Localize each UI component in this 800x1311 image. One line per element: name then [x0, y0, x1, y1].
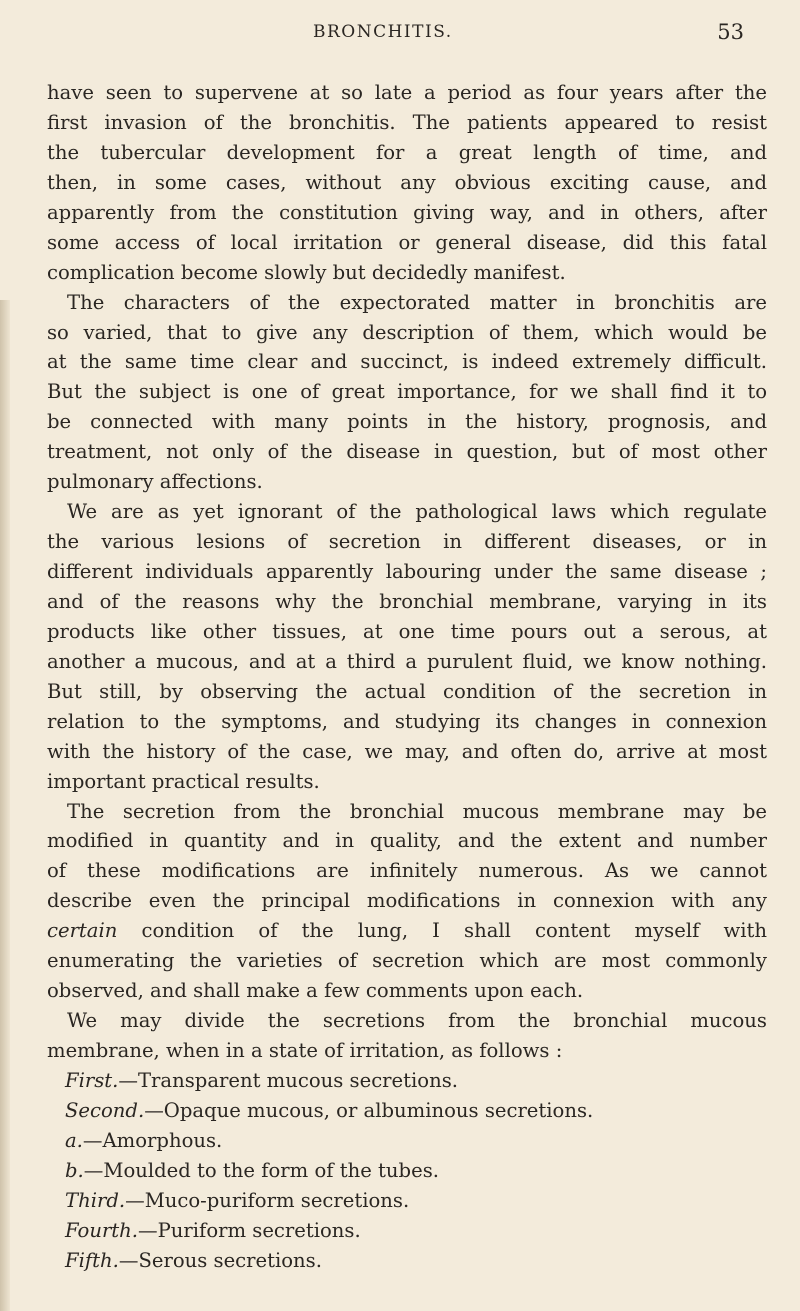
text-line: relation to the symptoms, and studying its changes in connexion [47, 709, 767, 733]
text-line: complication become slowly but decidedly manifest. [47, 260, 566, 284]
list-label: Fourth. [65, 1218, 139, 1242]
page-header [0, 0, 800, 70]
text-line: We are as yet ignorant of the pathological laws which regulate [67, 500, 767, 524]
text-line: different individuals apparently labouring under the same disease ; [47, 560, 767, 583]
text-line: enumerating the varieties of secretion which are most commonly [47, 949, 767, 973]
text-line: first invasion of the bronchitis. The patients appeared to resist [47, 110, 767, 134]
text-line: apparently from the constitution giving way, and in others, after [47, 200, 767, 224]
list-item [47, 1096, 767, 1126]
text-line: observed, and shall make a few comments upon each. [47, 979, 584, 1003]
list-item [47, 1126, 767, 1156]
list-item [47, 1156, 767, 1186]
text-line: then, in some cases, without any obvious exciting cause, and [47, 170, 767, 194]
text-line: of these modifications are infinitely numerous. As we cannot [47, 859, 767, 883]
list-item [47, 1246, 767, 1276]
text-line [47, 916, 767, 946]
list-text: —Transparent mucous secretions. [118, 1068, 458, 1092]
text-line: the tubercular development for a great length of time, and [47, 140, 767, 164]
text-line: another a mucous, and at a third a purulent fluid, we know nothing. [47, 649, 767, 673]
list-text: —Opaque mucous, or albuminous secretions. [144, 1098, 594, 1122]
text-line: and of the reasons why the bronchial membrane, varying in its [47, 589, 767, 613]
text-line: have seen to supervene at so late a period as four years after the [47, 81, 767, 104]
body-text [47, 78, 767, 1276]
text-line: treatment, not only of the disease in question, but of most other [47, 440, 767, 464]
text-line-rest: condition of the lung, I shall content myself with [141, 919, 767, 943]
list-text: —Muco-puriform secretions. [125, 1188, 410, 1212]
text-line: membrane, when in a state of irritation, as follows : [47, 1039, 563, 1062]
text-line: describe even the principal modifications in connexion with any [47, 889, 767, 913]
text-line: the various lesions of secretion in different diseases, or in [47, 530, 767, 554]
text-line: be connected with many points in the history, prognosis, and [47, 410, 767, 434]
list-label: Fifth. [65, 1248, 119, 1272]
list-item [47, 1216, 767, 1246]
list-label: Second. [65, 1098, 145, 1122]
text-line: important practical results. [47, 769, 320, 793]
list-label: b. [65, 1158, 84, 1182]
list-text: —Moulded to the form of the tubes. [83, 1158, 439, 1182]
list-label: Third. [65, 1188, 126, 1212]
list-label: a. [65, 1128, 83, 1152]
running-head: BRONCHITIS. [313, 22, 453, 42]
text-line: with the history of the case, we may, and often do, arrive at most [47, 739, 767, 763]
text-line: some access of local irritation or general disease, did this fatal [47, 230, 767, 254]
text-line: But the subject is one of great importance, for we shall find it to [47, 380, 767, 404]
text-line: products like other tissues, at one time pours out a serous, at [47, 619, 767, 643]
list-item [47, 1066, 767, 1096]
text-line: at the same time clear and succinct, is indeed extremely difficult. [47, 350, 767, 374]
list-text: —Puriform secretions. [138, 1218, 361, 1242]
list-text: —Serous secretions. [118, 1248, 322, 1272]
page-number: 53 [717, 20, 744, 44]
text-line: modified in quantity and in quality, and the extent and number [47, 829, 767, 853]
text-line: But still, by observing the actual condition of the secretion in [47, 679, 767, 703]
list-label: First. [65, 1068, 119, 1092]
list-item [47, 1186, 767, 1216]
text-line: so varied, that to give any description of them, which would be [47, 320, 767, 344]
text-line: The characters of the expectorated matter in bronchitis are [67, 290, 767, 314]
emphasis-certain: certain [47, 919, 118, 943]
text-line: pulmonary affections. [47, 470, 263, 494]
page-edge [0, 300, 10, 1311]
text-line: We may divide the secretions from the bronchial mucous [67, 1009, 767, 1033]
text-line: The secretion from the bronchial mucous membrane may be [67, 799, 767, 823]
list-text: —Amorphous. [82, 1128, 223, 1152]
